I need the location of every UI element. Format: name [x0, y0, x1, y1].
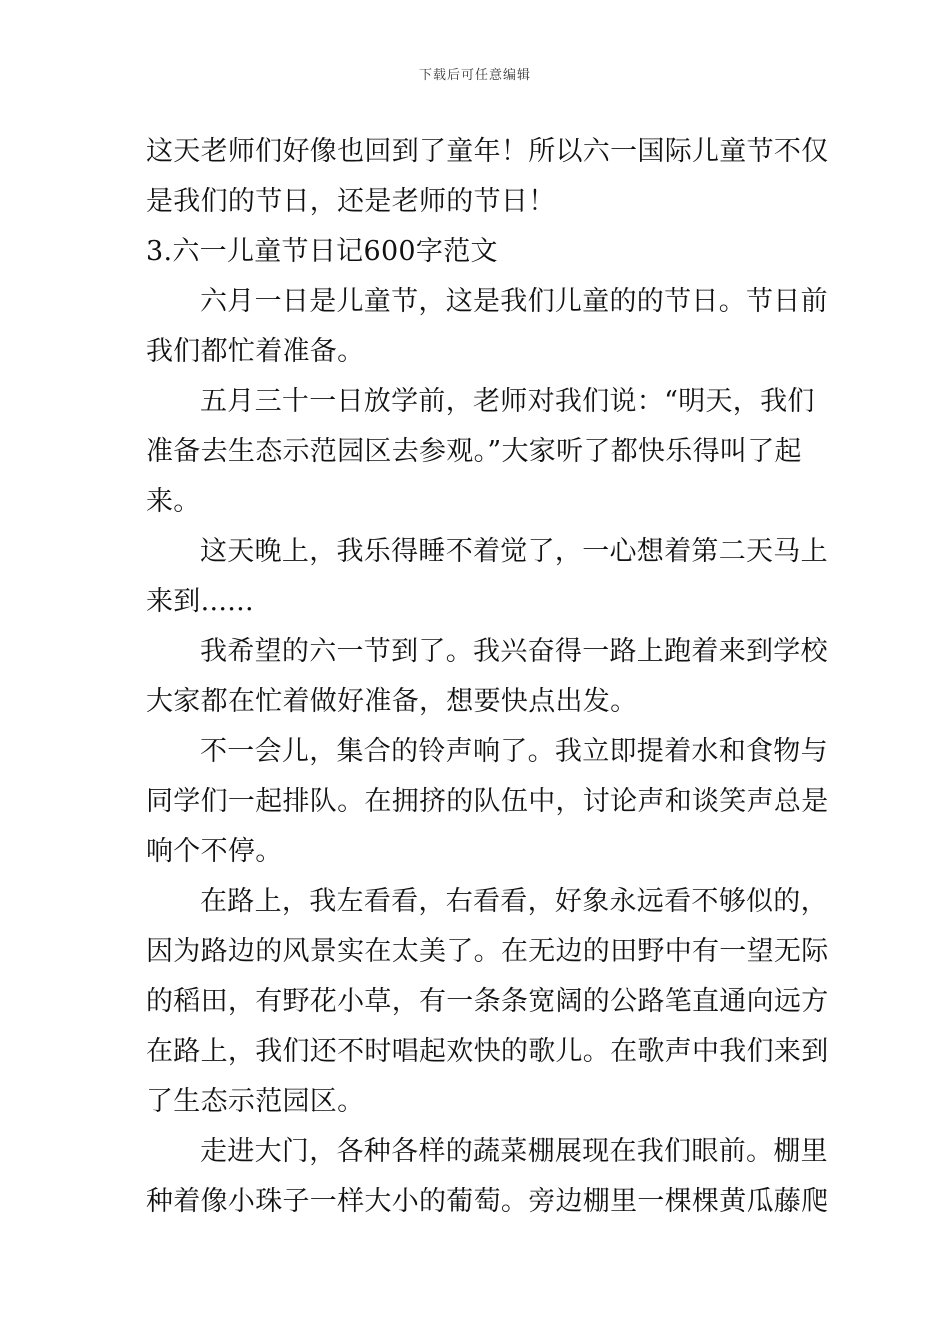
- text-line: 来。: [146, 486, 201, 517]
- text-line: 的稻田，有野花小草，有一条条宽阔的公路笔直通向远方: [146, 986, 829, 1017]
- text-line: 同学们一起排队。在拥挤的队伍中，讨论声和谈笑声总是: [146, 786, 829, 817]
- text-line: 这天老师们好像也回到了童年！所以六一国际儿童节不仅: [146, 136, 829, 167]
- text-line: 了生态示范园区。: [146, 1086, 365, 1117]
- text-line: 不一会儿，集合的铃声响了。我立即提着水和食物与: [200, 736, 828, 767]
- text-line: 是我们的节日，还是老师的节日！: [146, 186, 556, 217]
- text-line: 准备去生态示范园区去参观。”大家听了都快乐得叫了起: [146, 436, 802, 467]
- text-line: 因为路边的风景实在太美了。在无边的田野中有一望无际: [146, 936, 829, 967]
- text-line: 在路上，我左看看，右看看，好象永远看不够似的，: [200, 886, 828, 917]
- text-line: 种着像小珠子一样大小的葡萄。旁边棚里一棵棵黄瓜藤爬: [146, 1186, 829, 1217]
- text-line: 五月三十一日放学前，老师对我们说：“明天，我们: [200, 386, 815, 417]
- text-line: 六月一日是儿童节，这是我们儿童的的节日。节日前: [200, 286, 828, 317]
- text-line: 这天晚上，我乐得睡不着觉了，一心想着第二天马上: [200, 536, 828, 567]
- text-line: 大家都在忙着做好准备，想要快点出发。: [146, 686, 638, 717]
- text-line: 走进大门，各种各样的蔬菜棚展现在我们眼前。棚里: [200, 1136, 828, 1167]
- section-heading: 3.六一儿童节日记600字范文: [146, 236, 498, 267]
- text-line: 我们都忙着准备。: [146, 336, 365, 367]
- document-body: [146, 127, 829, 1227]
- text-line: 在路上，我们还不时唱起欢快的歌儿。在歌声中我们来到: [146, 1036, 829, 1067]
- text-line: 来到......: [146, 586, 254, 617]
- page-header: 下载后可任意编辑: [418, 68, 531, 83]
- text-line: 我希望的六一节到了。我兴奋得一路上跑着来到学校: [200, 636, 828, 667]
- text-line: 响个不停。: [146, 836, 283, 867]
